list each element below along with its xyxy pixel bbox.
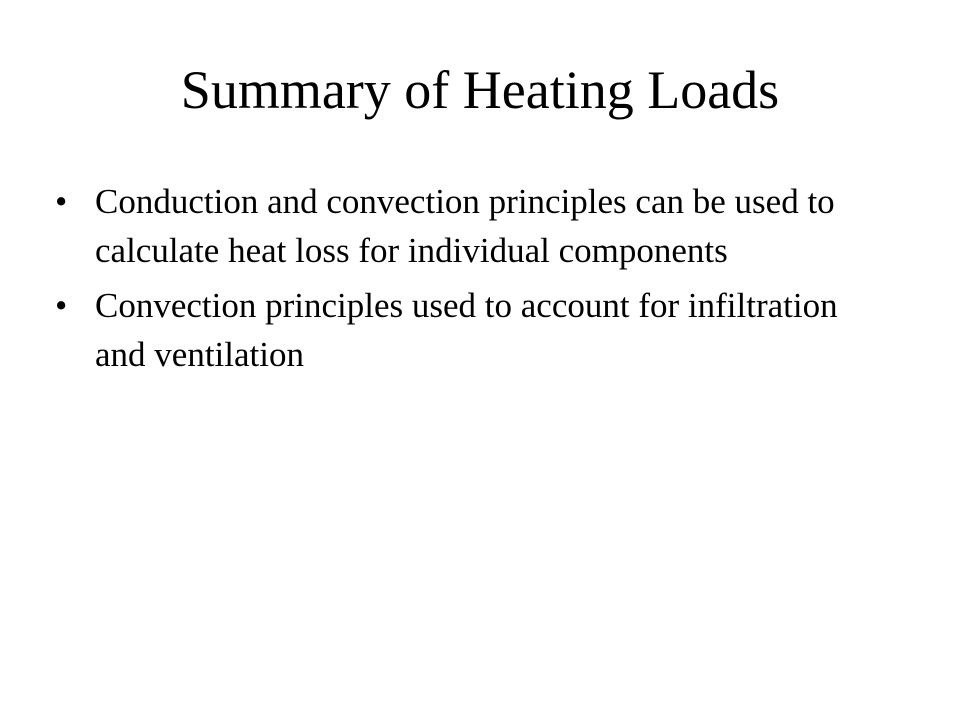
bullet-dot-icon: • (55, 286, 68, 325)
bullet-item-1 (55, 177, 875, 275)
bullet-item-2 (55, 281, 875, 379)
bullet-list (55, 177, 875, 385)
bullet-text-2: Convection principles used to account for infiltration and ventilation (95, 286, 838, 374)
slide-title: Summary of Heating Loads (180, 60, 780, 120)
bullet-dot-icon: • (55, 182, 68, 221)
bullet-text-1: Conduction and convection principles can be used to calculate heat loss for individual components (95, 182, 835, 270)
